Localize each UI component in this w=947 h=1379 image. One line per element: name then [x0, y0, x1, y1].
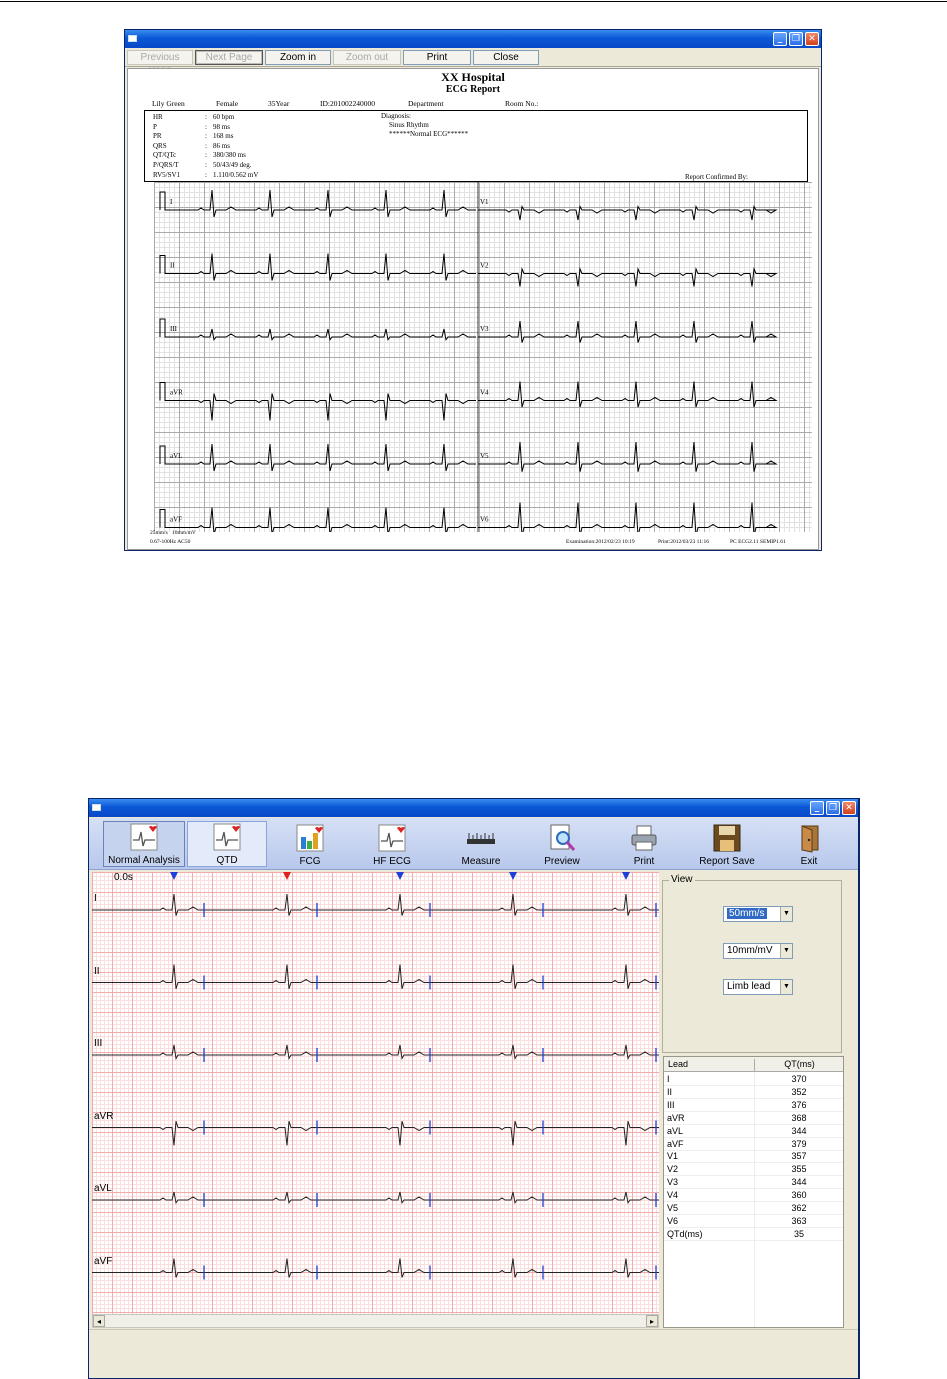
print-button[interactable]: Print [403, 50, 471, 65]
footer-gain: 10mm/mV [172, 530, 196, 536]
toolbar-label: Normal Analysis [108, 855, 180, 866]
ecg-heart-icon [212, 822, 242, 852]
ecg-trace [160, 383, 476, 421]
qt-table-header [664, 1057, 843, 1072]
ecg-trace [160, 190, 476, 217]
lead-label: V3 [480, 325, 489, 333]
cell-qt: 355 [791, 1164, 807, 1175]
measure-button[interactable] [453, 823, 509, 867]
toolbar-label: QTD [216, 855, 238, 866]
toolbar-label: HF ECG [373, 856, 411, 867]
table-row[interactable] [664, 1125, 843, 1138]
status-area [89, 1329, 858, 1378]
cell-lead: V6 [667, 1215, 679, 1226]
lead-label: I [170, 198, 173, 206]
speed-select[interactable] [723, 906, 793, 922]
lead-label: V5 [480, 452, 489, 460]
table-row[interactable] [664, 1189, 843, 1202]
cell-qt: 344 [791, 1125, 807, 1136]
report-confirmed-by: Report Confirmed By: [685, 173, 748, 181]
toolbar-label: Report Save [699, 856, 755, 867]
cell-qt: 376 [791, 1099, 807, 1110]
qt-table [663, 1056, 844, 1328]
table-row[interactable] [664, 1112, 843, 1125]
qtd-button[interactable] [187, 821, 267, 867]
patient-gender: Female [216, 99, 239, 108]
patient-age: 35Year [268, 99, 290, 108]
report-save-button[interactable] [689, 823, 765, 867]
cell-qt: 35 [793, 1228, 804, 1239]
report-ecg-traces [154, 182, 812, 532]
table-row[interactable] [664, 1073, 843, 1086]
measurement-value: 380/380 ms [213, 151, 246, 160]
measurement-value: 168 ms [213, 132, 234, 141]
horizontal-scrollbar[interactable] [92, 1314, 659, 1328]
cell-qt: 362 [791, 1203, 807, 1213]
table-row[interactable] [664, 1086, 843, 1099]
report-toolbar [125, 49, 821, 67]
cell-lead: aVL [667, 1125, 684, 1136]
lead-label: V4 [480, 388, 489, 397]
cell-lead: aVF [667, 1138, 684, 1149]
report-ecg-grid [154, 182, 812, 532]
chevron-down-icon[interactable]: ▼ [780, 944, 792, 958]
magnifier-document-icon [547, 823, 577, 853]
cell-lead: QTd(ms) [667, 1228, 703, 1239]
lead-label: aVL [94, 1183, 112, 1194]
minimize-icon[interactable]: _ [810, 801, 824, 815]
ecg-trace [92, 894, 659, 916]
restore-icon[interactable]: ❐ [789, 32, 803, 46]
table-row[interactable] [664, 1176, 843, 1189]
bar-chart-heart-icon [295, 823, 325, 853]
lead-label: II [170, 261, 175, 270]
beat-marker-icon[interactable] [283, 872, 291, 880]
measurement-value: 98 ms [213, 122, 230, 131]
diagnosis-line: ******Normal ECG****** [389, 130, 469, 138]
measurement-value: 60 bpm [213, 113, 235, 121]
lead-label: aVR [94, 1110, 114, 1122]
measurement-box [144, 110, 808, 182]
ecg-trace [92, 1259, 659, 1278]
ecg-trace [478, 269, 776, 287]
chevron-down-icon[interactable]: ▼ [780, 980, 792, 994]
cell-lead: I [667, 1074, 670, 1084]
normal-analysis-button[interactable] [103, 821, 185, 867]
measurement-value: 1.110/0.562 mV [213, 170, 259, 179]
cell-qt: 370 [791, 1074, 807, 1084]
table-row[interactable] [664, 1150, 843, 1163]
preview-button[interactable] [537, 823, 587, 867]
cell-lead: V2 [667, 1164, 679, 1175]
toolbar-label: Print [633, 856, 655, 867]
diagnosis-label: Diagnosis: [381, 112, 411, 120]
qtd-window-titlebar [89, 799, 858, 817]
measurement-key: HR [153, 113, 163, 121]
measurement-key: RV5/SV1 [153, 170, 181, 179]
footer-print-time: Print:2012/03/23 11:16 [658, 539, 709, 545]
speed-select-value: 50mm/s [729, 908, 765, 919]
footer-filter: 0.67-100Hz AC50 [150, 539, 191, 545]
ecg-trace [478, 207, 776, 221]
close-icon[interactable]: ✕ [842, 801, 856, 815]
cell-qt: 368 [791, 1112, 807, 1123]
lead-label: II [94, 965, 100, 977]
main-toolbar [89, 818, 858, 870]
lead-label: V1 [480, 198, 489, 206]
lead-group-select[interactable] [723, 979, 793, 995]
cell-lead: V1 [667, 1151, 679, 1162]
cell-lead: aVR [667, 1112, 685, 1123]
measurement-value: 86 ms [213, 141, 230, 150]
separator: : [205, 151, 207, 160]
qtd-ecg-pane[interactable] [92, 872, 659, 1314]
restore-icon[interactable]: ❐ [826, 801, 840, 815]
floppy-disk-icon [712, 823, 742, 853]
app-icon [92, 804, 101, 811]
chevron-down-icon[interactable]: ▼ [780, 907, 792, 921]
patient-name: Lily Green [152, 99, 185, 108]
separator: : [205, 141, 207, 150]
table-row[interactable] [664, 1163, 843, 1176]
lead-label: V2 [480, 261, 489, 270]
separator: : [205, 132, 207, 141]
separator: : [205, 170, 207, 179]
ecg-trace [478, 503, 776, 533]
column-header-lead[interactable]: Lead [668, 1059, 689, 1069]
measurement-key: PR [153, 132, 162, 141]
ecg-heart-icon [377, 823, 407, 853]
table-row[interactable] [664, 1138, 843, 1151]
footer-speed: 25mm/s [150, 530, 168, 536]
time-label: 0.0s [114, 872, 133, 883]
lead-label: I [94, 893, 97, 904]
lead-label: III [170, 325, 177, 333]
cell-qt: 379 [791, 1138, 807, 1149]
measurement-key: QRS [153, 141, 167, 150]
gain-select[interactable] [723, 943, 793, 959]
ecg-trace [92, 965, 659, 989]
lead-label: aVR [170, 388, 183, 397]
cell-lead: II [667, 1086, 673, 1097]
ecg-trace [160, 508, 476, 533]
ecg-trace [160, 254, 476, 281]
close-icon[interactable]: ✕ [805, 32, 819, 46]
cell-lead: V4 [667, 1190, 679, 1201]
scroll-right-icon[interactable]: ▸ [646, 1315, 658, 1327]
ecg-trace [160, 319, 476, 340]
ecg-trace [92, 1192, 659, 1203]
printer-icon [629, 823, 659, 853]
diagnosis-line: Sinus Rhythm [389, 121, 429, 129]
lead-group-select-value: Limb lead [727, 981, 771, 992]
close-button[interactable]: Close [473, 50, 539, 65]
app-icon [128, 35, 137, 42]
ecg-trace [92, 1121, 659, 1145]
table-row[interactable] [664, 1099, 843, 1112]
cell-qt: 344 [791, 1177, 807, 1188]
report-paper [127, 68, 819, 550]
ecg-heart-icon [129, 822, 159, 852]
lead-label: aVF [94, 1255, 113, 1267]
cell-lead: V3 [667, 1177, 679, 1188]
zoom-in-button[interactable]: Zoom in [265, 50, 331, 65]
hospital-name: XX Hospital [441, 70, 505, 84]
view-legend: View [671, 874, 693, 885]
patient-department: Department [408, 99, 444, 108]
separator: : [205, 113, 207, 121]
ecg-trace [478, 382, 776, 408]
view-group [662, 874, 842, 1053]
lead-label: aVL [170, 452, 183, 460]
door-exit-icon [794, 823, 824, 853]
ecg-trace [478, 442, 776, 472]
column-header-qt[interactable]: QT(ms) [754, 1059, 844, 1072]
ecg-trace [478, 321, 776, 343]
report-window-titlebar [125, 30, 821, 48]
scroll-left-icon[interactable]: ◂ [93, 1315, 105, 1327]
lead-label: V6 [480, 515, 489, 524]
footer-examination: Examination:2012/02/23 10:19 [566, 539, 635, 545]
beat-marker-icon[interactable] [622, 872, 630, 880]
table-row[interactable] [664, 1202, 843, 1215]
footer-version: PC ECG2.11 SEMIP1.61 [730, 539, 786, 545]
page-top-rule [0, 1, 947, 2]
patient-room: Room No.: [505, 99, 539, 108]
exit-button[interactable] [791, 823, 827, 867]
qtd-window [88, 798, 860, 1379]
cell-qt: 360 [791, 1190, 807, 1201]
lead-label: III [94, 1038, 103, 1049]
table-row[interactable] [664, 1228, 843, 1241]
previous-page-button[interactable]: Previous [127, 50, 193, 65]
ecg-trace [92, 1045, 659, 1059]
measurement-value: 50/43/49 deg. [213, 161, 252, 169]
beat-marker-icon[interactable] [509, 872, 517, 880]
zoom-out-button[interactable]: Zoom out [333, 50, 401, 65]
report-title: ECG Report [445, 84, 501, 95]
cell-qt: 363 [791, 1215, 807, 1226]
fcg-button[interactable] [285, 823, 335, 867]
cell-lead: V5 [667, 1203, 679, 1213]
print-button[interactable] [621, 823, 667, 867]
report-preview-window [124, 29, 822, 551]
next-page-button[interactable]: Next Page [195, 50, 263, 65]
gain-select-value: 10mm/mV [727, 945, 773, 956]
cell-lead: III [667, 1099, 675, 1110]
toolbar-label: Measure [461, 856, 501, 867]
beat-marker-icon[interactable] [170, 872, 178, 880]
beat-marker-icon[interactable] [396, 872, 404, 880]
toolbar-label: FCG [299, 856, 321, 867]
minimize-icon[interactable]: _ [773, 32, 787, 46]
toolbar-label: Preview [544, 856, 580, 867]
measurement-key: QT/QTc [153, 151, 177, 160]
measurement-key: P/QRS/T [153, 161, 179, 169]
separator: : [205, 161, 207, 169]
ecg-trace [160, 444, 476, 471]
cell-qt: 357 [791, 1151, 807, 1162]
ruler-icon [466, 823, 496, 853]
qtd-ecg-traces [92, 872, 659, 1314]
measurement-key: P [153, 122, 157, 131]
separator: : [205, 122, 207, 131]
lead-label: aVF [170, 515, 183, 524]
patient-id: ID:201002240000 [320, 99, 375, 108]
cell-qt: 352 [791, 1086, 807, 1097]
toolbar-label: Exit [800, 856, 818, 867]
hf-ecg-button[interactable] [367, 823, 417, 867]
table-row[interactable] [664, 1215, 843, 1228]
